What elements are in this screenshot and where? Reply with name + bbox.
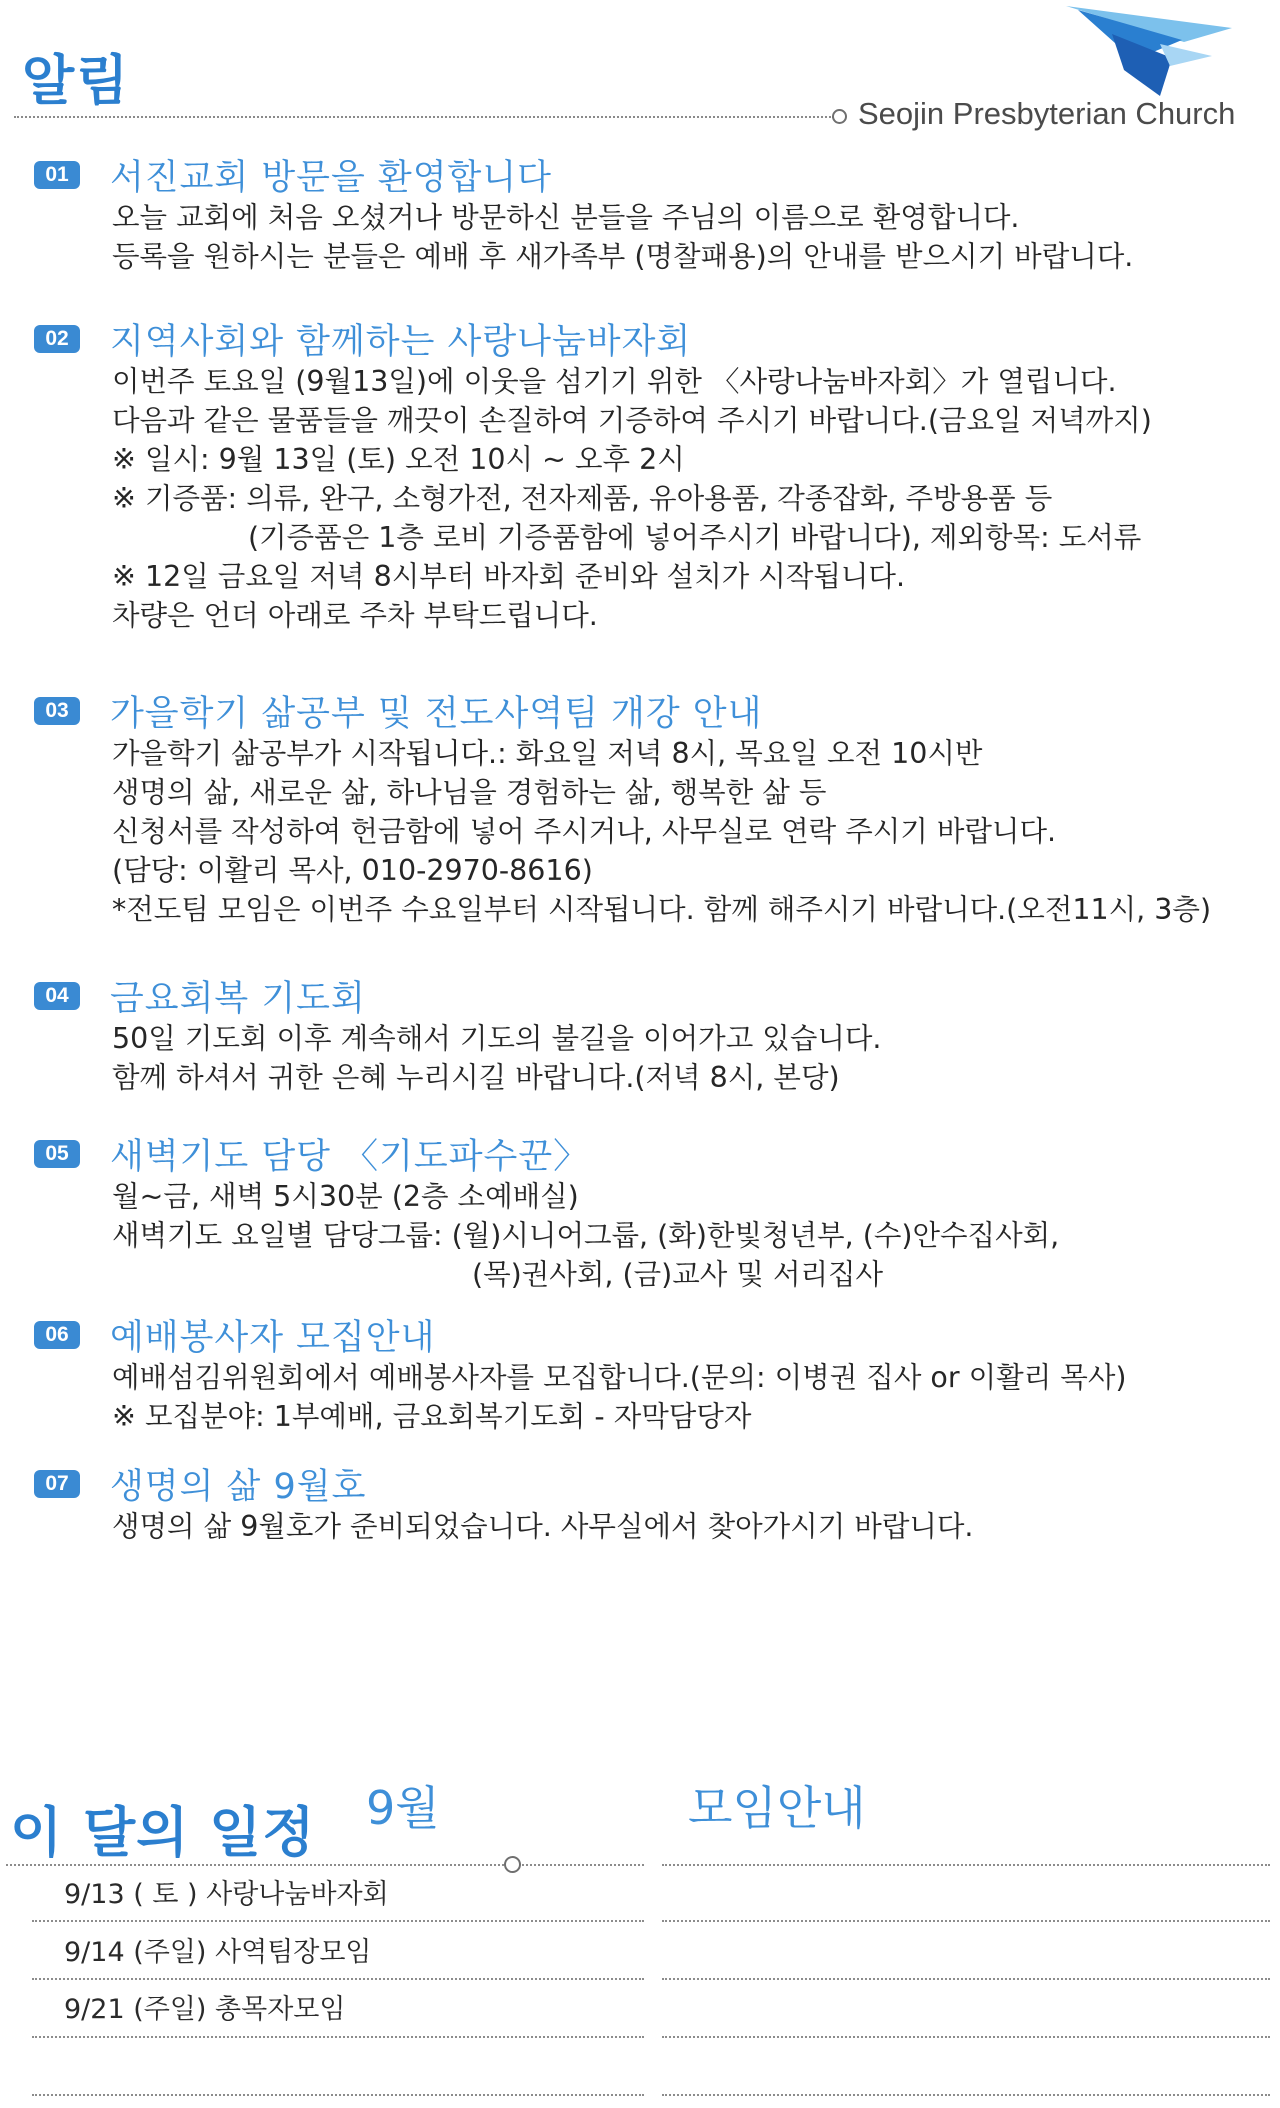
meetings-row-divider [662,1920,1270,1922]
calendar-event: 9/21 (주일) 총목자모임 [64,1994,346,2025]
calendar-row-divider [32,2094,644,2096]
calendar-divider-circle [504,1856,521,1873]
announcement-line: 오늘 교회에 처음 오셨거나 방문하신 분들을 주님의 이름으로 환영합니다. [112,201,1020,234]
meetings-row-divider [662,1978,1270,1980]
meetings-title: 모임안내 [688,1781,866,1835]
meetings-row-divider [662,2094,1270,2096]
calendar-event: 9/13 ( 토 ) 사랑나눔바자회 [64,1879,389,1910]
announcement-line: 새벽기도 요일별 담당그룹: (월)시니어그룹, (화)한빛청년부, (수)안수집사회, [112,1219,1060,1252]
item-number-badge: 04 [34,982,80,1010]
calendar-row-divider [32,2036,644,2038]
announcement-line: *전도팀 모임은 이번주 수요일부터 시작됩니다. 함께 해주시기 바랍니다.(오전11시, 3층) [112,893,1212,926]
header-divider [14,116,834,118]
announcement-line: 예배섬김위원회에서 예배봉사자를 모집합니다.(문의: 이병권 집사 or 이활리 목사) [112,1361,1127,1394]
calendar-divider [6,1864,644,1866]
announcement-line: 신청서를 작성하여 헌금함에 넣어 주시거나, 사무실로 연락 주시기 바랍니다. [112,815,1057,848]
item-number-badge: 06 [34,1321,80,1349]
item-number-badge: 05 [34,1140,80,1168]
announcement-02 [34,316,1234,635]
announcement-line: ※ 기증품: 의류, 완구, 소형가전, 전자제품, 유아용품, 각종잡화, 주방용품 등 [112,482,1053,515]
item-number-badge: 01 [34,161,80,189]
announcement-line: 생명의 삶 9월호가 준비되었습니다. 사무실에서 찾아가시기 바랍니다. [112,1510,974,1543]
item-number-badge: 07 [34,1470,80,1498]
announcement-title: 서진교회 방문을 환영합니다 [110,158,552,198]
announcement-title: 새벽기도 담당 〈기도파수꾼〉 [110,1137,590,1177]
announcement-line: (담당: 이활리 목사, 010-2970-8616) [112,854,593,887]
church-logo-icon [1064,0,1234,96]
header-divider-circle [832,109,847,124]
announcement-line: 월~금, 새벽 5시30분 (2층 소예배실) [112,1180,579,1213]
announcement-line: 차량은 언더 아래로 주차 부탁드립니다. [112,599,598,632]
meetings-row-divider [662,2036,1270,2038]
announcement-title: 금요회복 기도회 [110,979,366,1019]
announcement-line: (기증품은 1층 로비 기증품함에 넣어주시기 바랍니다), 제외항목: 도서류 [248,521,1142,554]
announcement-line: 가을학기 삶공부가 시작됩니다.: 화요일 저녁 8시, 목요일 오전 10시반 [112,737,983,770]
calendar-row-divider [32,1920,644,1922]
announcement-07 [34,1461,1234,1546]
announcement-line: 등록을 원하시는 분들은 예배 후 새가족부 (명찰패용)의 안내를 받으시기 바랍니다. [112,240,1134,273]
announcement-title: 예배봉사자 모집안내 [110,1318,436,1358]
announcement-title: 생명의 삶 9월호 [110,1467,367,1507]
announcement-line: ※ 모집분야: 1부예배, 금요회복기도회 - 자막담당자 [112,1400,752,1433]
announcement-01 [34,152,1234,276]
announcement-line: 함께 하셔서 귀한 은혜 누리시길 바랍니다.(저녁 8시, 본당) [112,1061,840,1094]
item-number-badge: 02 [34,325,80,353]
item-number-badge: 03 [34,697,80,725]
announcement-line: ※ 12일 금요일 저녁 8시부터 바자회 준비와 설치가 시작됩니다. [112,560,906,593]
calendar-event: 9/14 (주일) 사역팀장모임 [64,1937,372,1968]
announcement-05 [34,1131,1234,1294]
announcement-06 [34,1312,1234,1436]
calendar-title: 이 달의 일정 [10,1801,316,1864]
page-title: 알림 [22,49,131,112]
announcement-03 [34,688,1234,929]
calendar-row-divider [32,1978,644,1980]
announcement-line: ※ 일시: 9월 13일 (토) 오전 10시 ~ 오후 2시 [112,443,685,476]
announcement-04 [34,973,1234,1097]
announcement-title: 지역사회와 함께하는 사랑나눔바자회 [110,322,692,362]
church-name: Seojin Presbyterian Church [858,96,1236,131]
announcement-line: (목)권사회, (금)교사 및 서리집사 [472,1258,884,1291]
announcement-line: 생명의 삶, 새로운 삶, 하나님을 경험하는 삶, 행복한 삶 등 [112,776,827,809]
announcement-line: 다음과 같은 물품들을 깨끗이 손질하여 기증하여 주시기 바랍니다.(금요일 저녁까지) [112,404,1152,437]
calendar-month: 9월 [366,1781,440,1835]
announcement-line: 이번주 토요일 (9월13일)에 이웃을 섬기기 위한 〈사랑나눔바자회〉가 열립니다. [112,365,1117,398]
announcement-title: 가을학기 삶공부 및 전도사역팀 개강 안내 [110,694,763,734]
meetings-divider [662,1864,1270,1866]
announcement-line: 50일 기도회 이후 계속해서 기도의 불길을 이어가고 있습니다. [112,1022,882,1055]
